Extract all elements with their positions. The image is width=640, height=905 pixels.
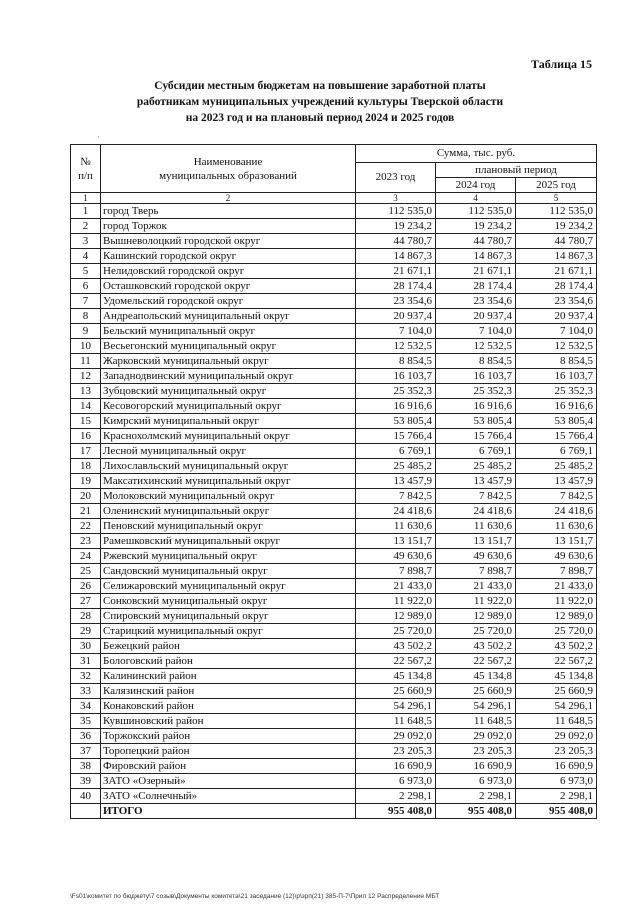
row-num: 8	[71, 309, 101, 324]
row-2023: 7 898,7	[356, 564, 436, 579]
table-row	[71, 774, 597, 789]
row-name: Андреапольский муниципальный округ	[101, 309, 356, 324]
table-row	[71, 399, 597, 414]
row-num: 40	[71, 789, 101, 804]
table-row	[71, 489, 597, 504]
row-2023: 15 766,4	[356, 429, 436, 444]
row-2025: 23 354,6	[516, 294, 597, 309]
row-2023: 6 769,1	[356, 444, 436, 459]
row-num: 39	[71, 774, 101, 789]
row-num: 13	[71, 384, 101, 399]
row-2023: 19 234,2	[356, 219, 436, 234]
row-num: 36	[71, 729, 101, 744]
row-2025: 20 937,4	[516, 309, 597, 324]
row-2023: 7 842,5	[356, 489, 436, 504]
row-2024: 25 720,0	[436, 624, 516, 639]
row-name: Калининский район	[101, 669, 356, 684]
row-2024: 13 151,7	[436, 534, 516, 549]
row-2025: 44 780,7	[516, 234, 597, 249]
row-2023: 16 916,6	[356, 399, 436, 414]
row-2024: 28 174,4	[436, 279, 516, 294]
table-row	[71, 249, 597, 264]
row-2025: 28 174,4	[516, 279, 597, 294]
row-num: 38	[71, 759, 101, 774]
table-row	[71, 684, 597, 699]
table-number: Таблица 15	[531, 57, 592, 71]
row-2025: 6 973,0	[516, 774, 597, 789]
row-num: 35	[71, 714, 101, 729]
row-name: Максатихинский муниципальный округ	[101, 474, 356, 489]
row-num: 3	[71, 234, 101, 249]
row-name: Фировский район	[101, 759, 356, 774]
row-2025: 12 532,5	[516, 339, 597, 354]
table-row	[71, 294, 597, 309]
row-2024: 7 898,7	[436, 564, 516, 579]
table-row	[71, 459, 597, 474]
table-body	[71, 204, 597, 804]
table-row	[71, 354, 597, 369]
title-line-3: на 2023 год и на плановый период 2024 и 2025 годов	[185, 112, 455, 124]
row-2023: 7 104,0	[356, 324, 436, 339]
row-name: Сандовский муниципальный округ	[101, 564, 356, 579]
table-row	[71, 549, 597, 564]
row-num: 9	[71, 324, 101, 339]
row-name: Лихославльский муниципальный округ	[101, 459, 356, 474]
total-2023: 955 408,0	[356, 804, 436, 819]
row-2023: 13 151,7	[356, 534, 436, 549]
row-num: 12	[71, 369, 101, 384]
row-2023: 25 485,2	[356, 459, 436, 474]
row-name: Осташковский городской округ	[101, 279, 356, 294]
total-label: ИТОГО	[101, 804, 356, 819]
row-name: Вышневолоцкий городской округ	[101, 234, 356, 249]
title-line-1: Субсидии местным бюджетам на повышение заработной платы	[154, 80, 486, 92]
margin-mark: ·	[97, 133, 100, 142]
table-row	[71, 204, 597, 219]
table-row	[71, 744, 597, 759]
total-2024: 955 408,0	[436, 804, 516, 819]
table-row	[71, 324, 597, 339]
row-name: Кимрский муниципальный округ	[101, 414, 356, 429]
row-2024: 25 352,3	[436, 384, 516, 399]
row-name: Кашинский городской округ	[101, 249, 356, 264]
row-2023: 43 502,2	[356, 639, 436, 654]
row-2025: 25 352,3	[516, 384, 597, 399]
row-2023: 29 092,0	[356, 729, 436, 744]
col-index: 4	[436, 193, 516, 204]
row-2023: 28 174,4	[356, 279, 436, 294]
row-2025: 24 418,6	[516, 504, 597, 519]
row-2023: 22 567,2	[356, 654, 436, 669]
row-2023: 24 418,6	[356, 504, 436, 519]
row-2024: 6 973,0	[436, 774, 516, 789]
row-2025: 15 766,4	[516, 429, 597, 444]
row-2024: 43 502,2	[436, 639, 516, 654]
row-name: Сонковский муниципальный округ	[101, 594, 356, 609]
row-2024: 6 769,1	[436, 444, 516, 459]
row-2023: 23 205,3	[356, 744, 436, 759]
row-2025: 7 104,0	[516, 324, 597, 339]
row-2025: 21 671,1	[516, 264, 597, 279]
row-num: 4	[71, 249, 101, 264]
row-name: Торопецкий район	[101, 744, 356, 759]
table-row	[71, 444, 597, 459]
row-name: Краснохолмский муниципальный округ	[101, 429, 356, 444]
row-2023: 8 854,5	[356, 354, 436, 369]
row-2024: 19 234,2	[436, 219, 516, 234]
total-2025: 955 408,0	[516, 804, 597, 819]
row-name: Старицкий муниципальный округ	[101, 624, 356, 639]
row-2024: 16 103,7	[436, 369, 516, 384]
row-2023: 25 720,0	[356, 624, 436, 639]
row-2024: 22 567,2	[436, 654, 516, 669]
row-2025: 53 805,4	[516, 414, 597, 429]
row-2024: 29 092,0	[436, 729, 516, 744]
row-2023: 21 433,0	[356, 579, 436, 594]
row-2025: 112 535,0	[516, 204, 597, 219]
row-2024: 11 630,6	[436, 519, 516, 534]
row-num: 18	[71, 459, 101, 474]
table-row	[71, 624, 597, 639]
row-2024: 13 457,9	[436, 474, 516, 489]
header-2024: 2024 год	[436, 178, 516, 193]
row-2024: 20 937,4	[436, 309, 516, 324]
row-num: 22	[71, 519, 101, 534]
col-index: 2	[101, 193, 356, 204]
row-2025: 22 567,2	[516, 654, 597, 669]
row-2025: 16 103,7	[516, 369, 597, 384]
col-index: 1	[71, 193, 101, 204]
row-num: 10	[71, 339, 101, 354]
row-2025: 13 457,9	[516, 474, 597, 489]
row-name: Селижаровский муниципальный округ	[101, 579, 356, 594]
row-name: ЗАТО «Солнечный»	[101, 789, 356, 804]
row-2023: 112 535,0	[356, 204, 436, 219]
row-num: 29	[71, 624, 101, 639]
row-2023: 23 354,6	[356, 294, 436, 309]
row-name: Спировский муниципальный округ	[101, 609, 356, 624]
row-2024: 23 354,6	[436, 294, 516, 309]
row-name: ЗАТО «Озерный»	[101, 774, 356, 789]
document-title	[0, 78, 640, 126]
header-2023: 2023 год	[356, 163, 436, 193]
row-num: 27	[71, 594, 101, 609]
subsidies-table	[70, 144, 597, 819]
row-2025: 49 630,6	[516, 549, 597, 564]
table-row	[71, 519, 597, 534]
row-2025: 23 205,3	[516, 744, 597, 759]
row-name: Лесной муниципальный округ	[101, 444, 356, 459]
row-2023: 13 457,9	[356, 474, 436, 489]
row-2025: 6 769,1	[516, 444, 597, 459]
row-name: город Торжок	[101, 219, 356, 234]
row-2024: 7 842,5	[436, 489, 516, 504]
row-num: 21	[71, 504, 101, 519]
table-row	[71, 504, 597, 519]
column-index-row	[71, 193, 597, 204]
row-2025: 45 134,8	[516, 669, 597, 684]
row-2024: 12 532,5	[436, 339, 516, 354]
row-name: Весьегонский муниципальный округ	[101, 339, 356, 354]
row-2024: 24 418,6	[436, 504, 516, 519]
row-2023: 12 989,0	[356, 609, 436, 624]
row-2023: 45 134,8	[356, 669, 436, 684]
table-row	[71, 714, 597, 729]
row-2024: 25 485,2	[436, 459, 516, 474]
row-2023: 11 922,0	[356, 594, 436, 609]
row-num: 14	[71, 399, 101, 414]
row-num: 34	[71, 699, 101, 714]
row-num: 24	[71, 549, 101, 564]
row-name: Нелидовский городской округ	[101, 264, 356, 279]
table-row	[71, 384, 597, 399]
row-num: 2	[71, 219, 101, 234]
row-2024: 45 134,8	[436, 669, 516, 684]
row-2024: 49 630,6	[436, 549, 516, 564]
row-num: 26	[71, 579, 101, 594]
row-2023: 16 103,7	[356, 369, 436, 384]
row-name: Западнодвинский муниципальный округ	[101, 369, 356, 384]
row-2024: 25 660,9	[436, 684, 516, 699]
row-num: 17	[71, 444, 101, 459]
table-row	[71, 309, 597, 324]
row-2023: 44 780,7	[356, 234, 436, 249]
row-name: Пеновский муниципальный округ	[101, 519, 356, 534]
row-2024: 54 296,1	[436, 699, 516, 714]
row-num: 30	[71, 639, 101, 654]
row-num: 31	[71, 654, 101, 669]
row-2024: 16 916,6	[436, 399, 516, 414]
table-row	[71, 234, 597, 249]
row-name: Конаковский район	[101, 699, 356, 714]
row-2023: 21 671,1	[356, 264, 436, 279]
row-2024: 14 867,3	[436, 249, 516, 264]
row-2024: 21 671,1	[436, 264, 516, 279]
row-2025: 7 842,5	[516, 489, 597, 504]
row-num: 19	[71, 474, 101, 489]
row-2024: 7 104,0	[436, 324, 516, 339]
row-2025: 21 433,0	[516, 579, 597, 594]
row-2025: 13 151,7	[516, 534, 597, 549]
row-2024: 11 648,5	[436, 714, 516, 729]
table-row	[71, 654, 597, 669]
table-row	[71, 789, 597, 804]
row-num: 32	[71, 669, 101, 684]
col-index: 3	[356, 193, 436, 204]
row-2025: 7 898,7	[516, 564, 597, 579]
row-2023: 25 660,9	[356, 684, 436, 699]
table-row	[71, 564, 597, 579]
row-2023: 12 532,5	[356, 339, 436, 354]
row-num: 37	[71, 744, 101, 759]
table-row	[71, 534, 597, 549]
row-num: 6	[71, 279, 101, 294]
table-row	[71, 264, 597, 279]
row-2025: 11 648,5	[516, 714, 597, 729]
table-row	[71, 699, 597, 714]
row-2023: 54 296,1	[356, 699, 436, 714]
total-num-cell	[71, 804, 101, 819]
row-2025: 16 916,6	[516, 399, 597, 414]
row-name: Калязинский район	[101, 684, 356, 699]
row-num: 33	[71, 684, 101, 699]
row-name: Зубцовский муниципальный округ	[101, 384, 356, 399]
row-num: 20	[71, 489, 101, 504]
row-2025: 8 854,5	[516, 354, 597, 369]
header-plan: плановый период	[436, 163, 597, 178]
row-name: Рамешковский муниципальный округ	[101, 534, 356, 549]
header-num: № п/п	[71, 145, 101, 193]
table-row	[71, 759, 597, 774]
table-row	[71, 339, 597, 354]
row-2023: 2 298,1	[356, 789, 436, 804]
row-2024: 53 805,4	[436, 414, 516, 429]
row-2023: 20 937,4	[356, 309, 436, 324]
row-num: 15	[71, 414, 101, 429]
row-2024: 112 535,0	[436, 204, 516, 219]
row-num: 5	[71, 264, 101, 279]
row-num: 25	[71, 564, 101, 579]
row-2025: 54 296,1	[516, 699, 597, 714]
row-2024: 16 690,9	[436, 759, 516, 774]
row-name: Удомельский городской округ	[101, 294, 356, 309]
table-row	[71, 669, 597, 684]
row-num: 23	[71, 534, 101, 549]
row-2025: 25 660,9	[516, 684, 597, 699]
row-2025: 25 720,0	[516, 624, 597, 639]
row-2024: 11 922,0	[436, 594, 516, 609]
row-name: Ржевский муниципальный округ	[101, 549, 356, 564]
header-sum: Сумма, тыс. руб.	[356, 145, 597, 163]
row-2024: 2 298,1	[436, 789, 516, 804]
row-name: Торжокский район	[101, 729, 356, 744]
row-name: Кувшиновский район	[101, 714, 356, 729]
row-num: 16	[71, 429, 101, 444]
row-num: 28	[71, 609, 101, 624]
row-name: Бологовский район	[101, 654, 356, 669]
table-row	[71, 279, 597, 294]
row-name: Оленинский муниципальный округ	[101, 504, 356, 519]
table-row	[71, 219, 597, 234]
row-2023: 25 352,3	[356, 384, 436, 399]
header-name: Наименование муниципальных образований	[101, 145, 356, 193]
row-2023: 11 648,5	[356, 714, 436, 729]
row-name: Жарковский муниципальный округ	[101, 354, 356, 369]
header-2025: 2025 год	[516, 178, 597, 193]
title-line-2: работникам муниципальных учреждений культуры Тверской области	[136, 96, 504, 108]
row-name: город Тверь	[101, 204, 356, 219]
row-num: 11	[71, 354, 101, 369]
file-path-footer: \Fs01\комитет по бюджету\7 созыв\Документы комитета\21 заседание (12)\р\зрп(21) 385-П-7\Прил 12 Распределение МБТ	[70, 893, 440, 900]
table-row	[71, 429, 597, 444]
row-2025: 43 502,2	[516, 639, 597, 654]
row-2024: 15 766,4	[436, 429, 516, 444]
row-2023: 6 973,0	[356, 774, 436, 789]
row-2025: 14 867,3	[516, 249, 597, 264]
row-2024: 21 433,0	[436, 579, 516, 594]
table-row	[71, 639, 597, 654]
row-2025: 16 690,9	[516, 759, 597, 774]
row-2023: 49 630,6	[356, 549, 436, 564]
row-name: Молоковский муниципальный округ	[101, 489, 356, 504]
row-2023: 11 630,6	[356, 519, 436, 534]
table-row	[71, 579, 597, 594]
row-2025: 25 485,2	[516, 459, 597, 474]
row-name: Бежецкий район	[101, 639, 356, 654]
row-2024: 23 205,3	[436, 744, 516, 759]
row-2025: 11 922,0	[516, 594, 597, 609]
table-row	[71, 729, 597, 744]
col-index: 5	[516, 193, 597, 204]
row-2025: 29 092,0	[516, 729, 597, 744]
table-row	[71, 414, 597, 429]
row-2023: 53 805,4	[356, 414, 436, 429]
row-name: Бельский муниципальный округ	[101, 324, 356, 339]
row-2024: 44 780,7	[436, 234, 516, 249]
row-2023: 16 690,9	[356, 759, 436, 774]
row-2023: 14 867,3	[356, 249, 436, 264]
row-name: Кесовогорский муниципальный округ	[101, 399, 356, 414]
table-row	[71, 609, 597, 624]
table-row	[71, 474, 597, 489]
row-num: 1	[71, 204, 101, 219]
row-num: 7	[71, 294, 101, 309]
row-2025: 2 298,1	[516, 789, 597, 804]
total-row	[71, 804, 597, 819]
row-2024: 12 989,0	[436, 609, 516, 624]
row-2024: 8 854,5	[436, 354, 516, 369]
row-2025: 12 989,0	[516, 609, 597, 624]
row-2025: 11 630,6	[516, 519, 597, 534]
row-2025: 19 234,2	[516, 219, 597, 234]
table-row	[71, 369, 597, 384]
table-row	[71, 594, 597, 609]
